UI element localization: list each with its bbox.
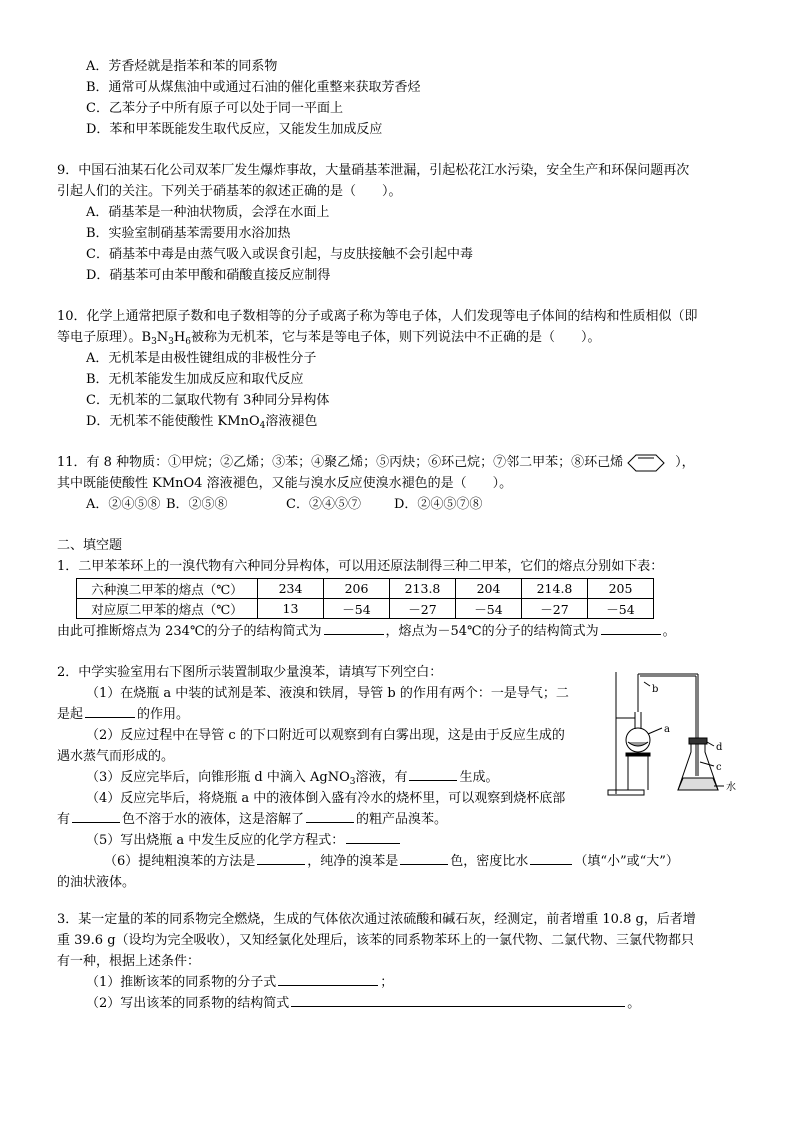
q9-option-d: D．硝基苯可由苯甲酸和硝酸直接反应制得 <box>86 268 331 283</box>
s2q1-stem: 1．二甲苯苯环上的一溴代物有六种同分异构体，可以用还原法制得三种二甲苯，它们的熔点分别如下表： <box>57 559 664 574</box>
q9-option-c: C．硝基苯中毒是由蒸气吸入或误食引起，与皮肤接触不会引起中毒 <box>86 247 473 262</box>
answer-blank[interactable] <box>278 973 378 986</box>
answer-blank[interactable] <box>530 852 572 865</box>
q10-line2-pre: 等电子原理）。B <box>57 330 152 345</box>
figure-label-b: b <box>652 684 659 695</box>
table-cell: 13 <box>258 599 324 619</box>
s2q2-sub4-line1: （4）反应完毕后，将烧瓶 a 中的液体倒入盛有冷水的烧杯里，可以观察到烧杯底部 <box>86 791 566 806</box>
answer-blank[interactable] <box>400 852 448 865</box>
s2q2-stem: 2．中学实验室用右下图所示装置制取少量溴苯，请填写下列空白： <box>57 665 443 680</box>
table-cell: －54 <box>456 599 522 619</box>
q10-stem-line1: 10．化学上通常把原子数和电子数相等的分子或离子称为等电子体，人们发现等电子体间的结构和性质相似（即 <box>57 309 698 324</box>
s2q2-sub1-line1: （1）在烧瓶 a 中装的试剂是苯、液溴和铁屑，导管 b 的作用有两个：一是导气；二 <box>86 686 569 701</box>
s2q2-sub5-text: （5）写出烧瓶 a 中发生反应的化学方程式： <box>86 833 345 848</box>
q11-stem-line2: 其中既能使酸性 KMnO4 溶液褪色，又能与溴水反应使溴水褪色的是（ ）。 <box>57 476 513 491</box>
s2q2-sub6-post: （填“小”或“大”） <box>574 854 679 869</box>
row-label-bromo: 六种溴二甲苯的熔点（℃） <box>77 579 258 599</box>
s2q1-answer-line <box>57 622 676 642</box>
s2q2-sub6-mid2: 色，密度比水 <box>450 854 529 869</box>
s2q3-sub1-post: ； <box>380 975 394 990</box>
section-title: 二、填空题 <box>57 538 123 553</box>
q11-option-d: D．②④⑤⑦⑧ <box>394 497 483 512</box>
q11-option-b: B．②⑤⑧ <box>166 497 228 512</box>
s2q2-sub3-mid: 溶液，有 <box>355 770 408 785</box>
q8-option-c: C．乙苯分子中所有原子可以处于同一平面上 <box>86 101 343 116</box>
q10-n: N <box>156 330 169 345</box>
q11-line1-post: ）， <box>675 455 695 470</box>
s2q2-sub4-line2 <box>57 810 447 830</box>
q9-option-b: B．实验室制硝基苯需要用水浴加热 <box>86 226 291 241</box>
q11-stem-line1 <box>57 453 695 473</box>
figure-label-d: d <box>716 742 723 753</box>
s2q2-sub2-line1: （2）反应过程中在导管 c 的下口附近可以观察到有白雾出现，这是由于反应生成的 <box>86 728 565 743</box>
q10-option-d-pre: D．无机苯不能使酸性 KMnO <box>86 414 260 429</box>
s2q2-sub4-mid: 色不溶于水的液体，这是溶解了 <box>122 812 305 827</box>
s2q3-stem-line1: 3．某一定量的苯的同系物完全燃烧，生成的气体依次通过浓硫酸和碱石灰，经测定，前者增重 10.8 g，后者增 <box>57 912 696 927</box>
table-cell: －27 <box>522 599 588 619</box>
table-cell: 213.8 <box>390 579 456 599</box>
s2q3-sub2-post: 。 <box>627 996 641 1011</box>
row-label-xylene: 对应原二甲苯的熔点（℃） <box>77 599 258 619</box>
melting-point-table <box>76 578 654 619</box>
s2q1-after-mid: ，熔点为－54℃的分子的结构简式为 <box>385 624 599 639</box>
bromobenzene-apparatus-figure <box>604 662 744 800</box>
answer-blank[interactable] <box>291 994 625 1007</box>
table-cell: －54 <box>324 599 390 619</box>
table-cell: 206 <box>324 579 390 599</box>
figure-label-a: a <box>664 724 670 735</box>
q9-stem-line2: 引起人们的关注。下列关于硝基苯的叙述正确的是（ ）。 <box>57 184 402 199</box>
s2q2-sub1-line2 <box>57 705 189 725</box>
s2q2-sub6-line1 <box>104 852 679 872</box>
s2q2-sub6-pre: （6）提纯粗溴苯的方法是 <box>104 854 256 869</box>
s2q1-after-end: 。 <box>662 624 676 639</box>
q8-option-a: A．芳香烃就是指苯和苯的同系物 <box>86 59 278 74</box>
table-cell: 214.8 <box>522 579 588 599</box>
s2q2-sub3-sub: 3 <box>349 777 356 787</box>
q10-option-d-post: 溶液褪色 <box>265 414 318 429</box>
s2q2-sub6-line2: 的油状液体。 <box>57 875 136 890</box>
answer-blank[interactable] <box>601 622 661 635</box>
s2q2-sub4-pre: 有 <box>57 812 71 827</box>
q10-option-c: C．无机苯的二氯取代物有 3种同分异构体 <box>86 393 330 408</box>
q10-option-d <box>86 412 317 432</box>
q8-option-b: B．通常可从煤焦油中或通过石油的催化重整来获取芳香烃 <box>86 80 421 95</box>
table-row <box>77 579 654 599</box>
table-row <box>77 599 654 619</box>
table-cell: －54 <box>588 599 654 619</box>
answer-blank[interactable] <box>306 810 354 823</box>
s2q3-stem-line2: 重 39.6 g（设均为完全吸收），又知经氯化处理后，该苯的同系物苯环上的一氯代物、二氯代物、三氯代物都只 <box>57 933 695 948</box>
s2q3-sub2 <box>86 994 640 1014</box>
q9-stem-line1: 9．中国石油某石化公司双苯厂发生爆炸事故，大量硝基苯泄漏，引起松花江水污染，安全生产和环保问题再次 <box>57 163 690 178</box>
answer-blank[interactable] <box>257 852 305 865</box>
q10-option-d-sub: 4 <box>259 421 266 431</box>
s2q2-sub3 <box>86 768 499 788</box>
s2q2-sub4-post: 的粗产品溴苯。 <box>356 812 448 827</box>
s2q3-stem-line3: 有一种，根据上述条件： <box>57 954 201 969</box>
s2q2-sub1-pre: 是起 <box>57 707 84 722</box>
q10-sub-b: 3 <box>151 337 157 347</box>
figure-label-water: 水 <box>726 782 736 793</box>
q10-stem-line2 <box>57 328 601 348</box>
table-cell: －27 <box>390 599 456 619</box>
q10-line2-post: 被称为无机苯，它与苯是等电子体，则下列说法中不正确的是（ ）。 <box>190 330 601 345</box>
figure-label-c: c <box>716 762 722 773</box>
s2q1-after-pre: 由此可推断熔点为 234℃的分子的结构简式为 <box>57 624 322 639</box>
s2q2-sub2-line2: 遇水蒸气而形成的。 <box>57 749 175 764</box>
q9-option-a: A．硝基苯是一种油状物质，会浮在水面上 <box>86 205 330 220</box>
q11-option-a: A．②④⑤⑧ <box>86 497 161 512</box>
s2q3-sub1-pre: （1）推断该苯的同系物的分子式 <box>86 975 277 990</box>
s2q2-sub3-post: 生成。 <box>459 770 499 785</box>
q10-option-b: B．无机苯能发生加成反应和取代反应 <box>86 372 304 387</box>
cyclohexene-hexagon-icon <box>627 454 665 472</box>
table-cell: 234 <box>258 579 324 599</box>
q10-option-a: A．无机苯是由极性键组成的非极性分子 <box>86 351 317 366</box>
answer-blank[interactable] <box>324 622 384 635</box>
q11-option-c: C．②④⑤⑦ <box>286 497 361 512</box>
s2q2-sub1-post: 的作用。 <box>137 707 190 722</box>
q8-option-d: D．苯和甲苯既能发生取代反应，又能发生加成反应 <box>86 122 383 137</box>
answer-blank[interactable] <box>346 831 400 844</box>
s2q2-sub3-pre: （3）反应完毕后，向锥形瓶 d 中滴入 AgNO <box>86 770 350 785</box>
q10-h: H <box>173 330 186 345</box>
q10-sub-n: 3 <box>168 337 174 347</box>
s2q2-sub6-mid1: ，纯净的溴苯是 <box>307 854 399 869</box>
answer-blank[interactable] <box>72 810 120 823</box>
answer-blank[interactable] <box>85 705 135 718</box>
q10-sub-h: 6 <box>185 337 191 347</box>
s2q2-sub5 <box>86 831 402 851</box>
answer-blank[interactable] <box>409 768 457 781</box>
table-cell: 205 <box>588 579 654 599</box>
table-cell: 204 <box>456 579 522 599</box>
s2q3-sub2-pre: （2）写出该苯的同系物的结构简式 <box>86 996 290 1011</box>
q11-line1-pre: 11．有 8 种物质：①甲烷；②乙烯；③苯；④聚乙烯；⑤丙炔；⑥环己烷；⑦邻二甲苯；⑧环己烯 <box>57 455 624 470</box>
s2q3-sub1 <box>86 973 393 993</box>
